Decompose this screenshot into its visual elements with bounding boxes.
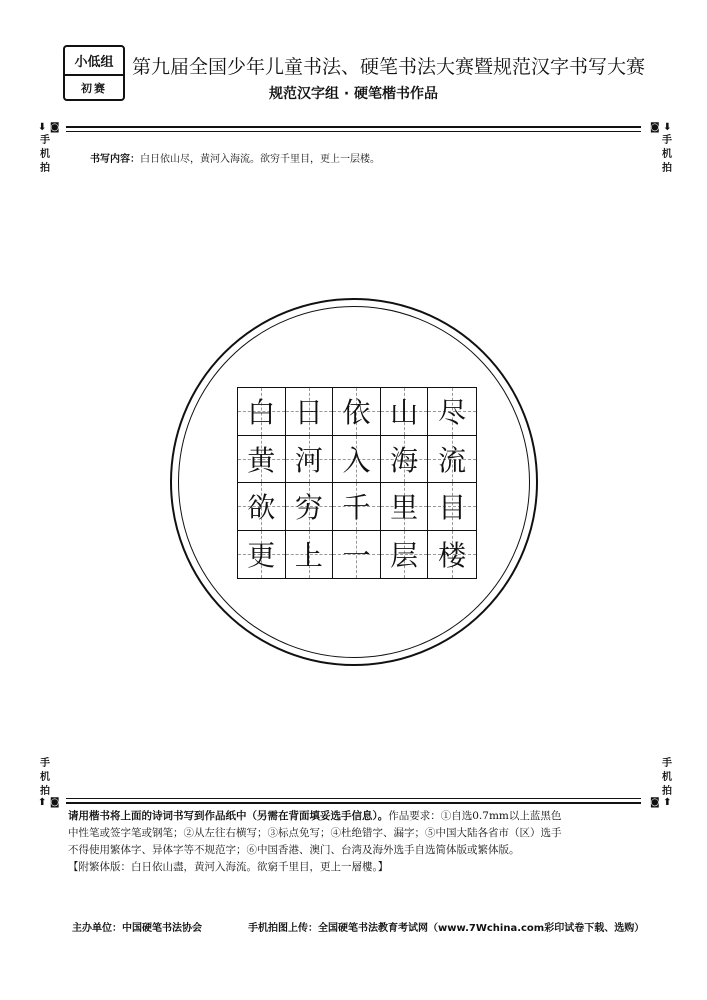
organizer: 主办单位：中国硬笔书法协会 [72,923,202,934]
writing-content [90,150,380,165]
grid-cell: 白 [238,388,286,436]
grid-cell: 上 [286,531,334,579]
bottom-rule-thick [66,802,641,804]
grid-cell: 入 [333,436,381,484]
grid-cell: 海 [381,436,429,484]
grid-cell: 黄 [238,436,286,484]
writing-content-label: 书写内容： [90,154,140,165]
traditional-version-note: 【附繁体版：白日依山盡，黄河入海流。欲窮千里目，更上一層樓。】 [68,861,389,873]
grid-cell: 日 [286,388,334,436]
camera-up-icon-left: ⬆ ◙ [38,797,60,808]
grid-cell: 河 [286,436,334,484]
instructions-line: 中性笔或签字笔或钢笔；②从左往右横写；③标点免写；④杜绝错字、漏字；⑤中国大陆各省市（区）选手 [68,827,562,839]
page-subtitle: 规范汉字组 · 硬笔楷书作品 [268,86,439,102]
instructions [68,808,648,876]
instructions-line: 作品要求：①自选0.7mm以上蓝黑色 [388,810,562,822]
phone-capture-label-bottom-left: 手 机 拍 [40,758,50,797]
grid-cell: 欲 [238,483,286,531]
camera-down-icon-left: ⬇ ◙ [38,122,60,133]
grid-cell: 穷 [286,483,334,531]
upload-info: 手机拍图上传：全国硬笔书法教育考试网（www.7Wchina.com彩印试卷下载、选购） [248,923,645,934]
grid-cell: 目 [428,483,476,531]
instructions-lead: 请用楷书将上面的诗词书写到作品纸中（另需在背面填妥选手信息）。 [68,810,389,822]
camera-down-icon-right: ◙ ⬇ [650,122,672,133]
phone-capture-label-top-left: 手 机 拍 [40,135,50,174]
top-rule-thick [66,126,641,128]
phone-capture-label-bottom-right: 手 机 拍 [662,758,672,797]
grid-cell: 尽 [428,388,476,436]
bottom-rule-thin [66,798,641,799]
grid-cell: 流 [428,436,476,484]
page-title: 第九届全国少年儿童书法、硬笔书法大赛暨规范汉字书写大赛 [132,56,646,78]
camera-up-icon-right: ◙ ⬆ [650,797,672,808]
calligraphy-grid [237,387,477,579]
badge-stage: 初赛 [81,81,107,95]
grid-cell: 更 [238,531,286,579]
phone-capture-label-top-right: 手 机 拍 [662,135,672,174]
grid-cell: 依 [333,388,381,436]
top-rule-thin [66,131,641,132]
grid-cell: 山 [381,388,429,436]
grid-cell: 一 [333,531,381,579]
grid-cell: 楼 [428,531,476,579]
grid-cell: 千 [333,483,381,531]
instructions-line: 不得使用繁体字、异体字等不规范字；⑥中国香港、澳门、台湾及海外选手自选简体版或繁体版。 [68,844,520,856]
grid-cell: 层 [381,531,429,579]
grid-cell: 里 [381,483,429,531]
writing-content-text: 白日依山尽，黄河入海流。欲穷千里目，更上一层楼。 [140,154,380,165]
badge-group-name: 小低组 [65,47,123,76]
